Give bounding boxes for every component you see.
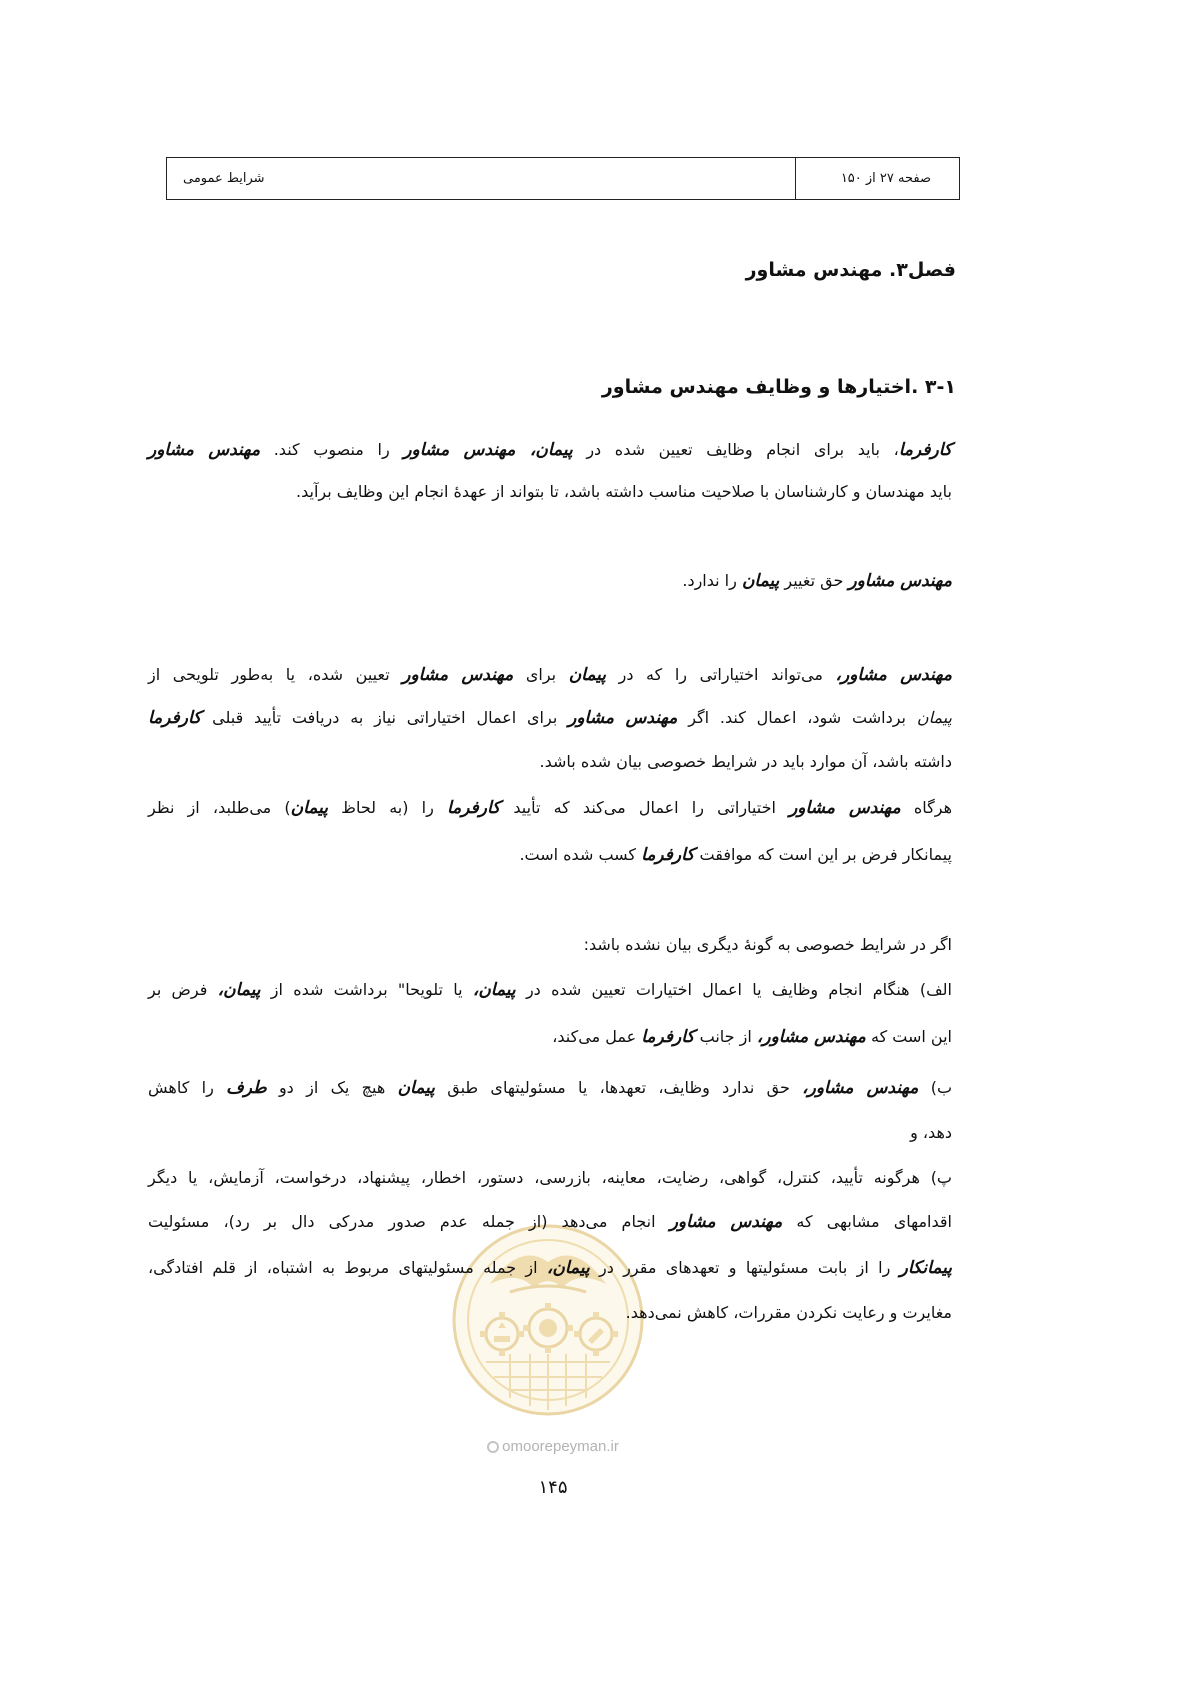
text-run: الف) هنگام انجام وظایف یا اعمال اختیارات تعیین شده در: [515, 980, 952, 999]
text-run: از جانب: [694, 1027, 757, 1046]
text-run: ب): [918, 1078, 953, 1097]
page-counter: صفحه ۲۷ از ۱۵۰: [840, 171, 931, 186]
item-alef-line-1: [148, 969, 952, 1011]
text-run: را (به لحاظ: [328, 798, 447, 817]
text-run: را منصوب کند.: [260, 440, 404, 459]
text-run: پ) هرگونه تأیید، کنترل، گواهی، رضایت، معاینه، بازرسی، دستور، اخطار، پیشنهاد، درخواست، آزمایش، یا دیگر: [148, 1168, 952, 1187]
bold-term: پیمان،: [546, 1258, 590, 1278]
item-pe-line-1: [148, 1157, 952, 1199]
text-run: باید مهندسان و کارشناسان با صلاحیت مناسب داشته باشد، تا بتواند از عهدهٔ انجام این وظایف برآید.: [296, 482, 952, 501]
text-run: کسب شده است.: [519, 845, 642, 864]
item-be-line-2: [148, 1112, 952, 1154]
bold-term: پیمان، مهندس مشاور: [403, 440, 573, 460]
bold-term: پیمان،: [217, 980, 261, 1000]
text-run: این است که: [865, 1027, 952, 1046]
text-run: عمل می‌کند،: [552, 1027, 642, 1046]
text-run: فرض بر: [148, 980, 218, 999]
item-be-line-1: [148, 1067, 952, 1109]
chapter-title: فصل۳. مهندس مشاور: [745, 259, 956, 281]
bold-term: مهندس مشاور: [568, 708, 678, 728]
bold-term: پیمان: [397, 1078, 435, 1098]
bold-term: کارفرما: [446, 798, 501, 818]
watermark-site: [440, 1436, 666, 1458]
bold-term: مهندس مشاور: [402, 665, 514, 685]
bold-term: مهندس مشاور: [848, 571, 952, 591]
item-pe-line-3: [148, 1247, 952, 1289]
document-title: شرایط عمومی: [183, 171, 265, 186]
text-run: ، باید برای انجام وظایف تعیین شده در: [572, 440, 899, 459]
paragraph-1-line-2: [148, 471, 952, 513]
text-run: هرگاه: [900, 798, 953, 817]
paragraph-3-line-3: [148, 741, 952, 783]
text-run: داشته باشد، آن موارد باید در شرایط خصوصی بیان شده باشد.: [539, 752, 952, 771]
text-run: برای اعمال اختیاراتی نیاز به دریافت تأیید قبلی: [201, 708, 569, 727]
item-alef-line-2: [148, 1016, 952, 1058]
page-number: ۱۴۵: [538, 1477, 568, 1498]
bold-term: کارفرما: [641, 1027, 695, 1047]
paragraph-4-line-1: [148, 787, 952, 829]
bold-term: کارفرما: [148, 708, 202, 728]
paragraph-1-line-1: [148, 429, 952, 471]
bold-term: طرف: [226, 1078, 267, 1098]
bold-term: کارفرما: [641, 845, 695, 865]
bold-term: مهندس مشاور: [789, 798, 901, 818]
item-pe-line-4: [148, 1292, 952, 1334]
bold-term: مهندس مشاور،: [756, 1027, 866, 1047]
text-run: مغایرت و رعایت نکردن مقررات، کاهش نمی‌دهد.: [625, 1303, 952, 1322]
page-header-table: [166, 157, 960, 200]
bold-term: پیمان: [290, 798, 328, 818]
text-run: انجام می‌دهد (از جمله عدم صدور مدرکی دال بر رد)، مسئولیت: [148, 1212, 670, 1231]
text-run: برداشت شود، اعمال کند. اگر: [677, 708, 917, 727]
bold-term: پیمانکار: [899, 1258, 952, 1278]
bold-term: پیمان: [568, 665, 607, 685]
bold-term: کارفرما: [898, 440, 953, 460]
text-run: اختیاراتی را اعمال می‌کند که تأیید: [500, 798, 790, 817]
text-run: حق ندارد وظایف، تعهدها، یا مسئولیتهای طبق: [434, 1078, 803, 1097]
bold-term: پیمان: [741, 571, 780, 591]
bold-term: مهندس مشاور: [669, 1212, 783, 1232]
text-run: دهد، و: [910, 1123, 952, 1142]
paragraph-4-line-2: [148, 834, 952, 876]
section-title: ۳-۱ .اختیارها و وظایف مهندس مشاور: [601, 376, 956, 398]
text-run: تعیین شده، یا به‌طور تلویحی از: [148, 665, 403, 684]
paragraph-3-line-2: [148, 697, 952, 739]
italic-term: پیمان: [916, 708, 952, 727]
text-run: پیمانکار فرض بر این است که موافقت: [694, 845, 952, 864]
bold-term: پیمان،: [472, 980, 516, 1000]
paragraph-5-intro: اگر در شرایط خصوصی به گونهٔ دیگری بیان نشده باشد:: [583, 935, 952, 954]
text-run: اقدامهای مشابهی که: [782, 1212, 952, 1231]
header-divider: [795, 158, 796, 199]
item-pe-line-2: [148, 1201, 952, 1243]
text-run: را از بابت مسئولیتها و تعهدهای مقرر در: [589, 1258, 900, 1277]
at-icon: [487, 1441, 499, 1453]
watermark-site-text: omoorepeyman.ir: [502, 1438, 619, 1455]
paragraph-2-line-1: [148, 560, 952, 602]
paragraph-3-line-1: [148, 654, 952, 696]
bold-term: مهندس مشاور،: [835, 665, 953, 685]
text-run: می‌تواند اختیاراتی را که در: [606, 665, 836, 684]
text-run: را کاهش: [148, 1078, 227, 1097]
text-run: ) می‌طلبد، از نظر: [148, 798, 291, 817]
text-run: هیچ یک از دو: [266, 1078, 398, 1097]
text-run: را ندارد.: [682, 571, 742, 590]
bold-term: مهندس مشاور،: [802, 1078, 919, 1098]
text-run: حق تغییر: [779, 571, 849, 590]
text-run: از جمله مسئولیتهای مربوط به اشتباه، از قلم افتادگی،: [148, 1258, 547, 1277]
text-run: برای: [513, 665, 569, 684]
text-run: یا تلویحا" برداشت شده از: [260, 980, 473, 999]
bold-term: مهندس مشاور: [148, 440, 261, 460]
